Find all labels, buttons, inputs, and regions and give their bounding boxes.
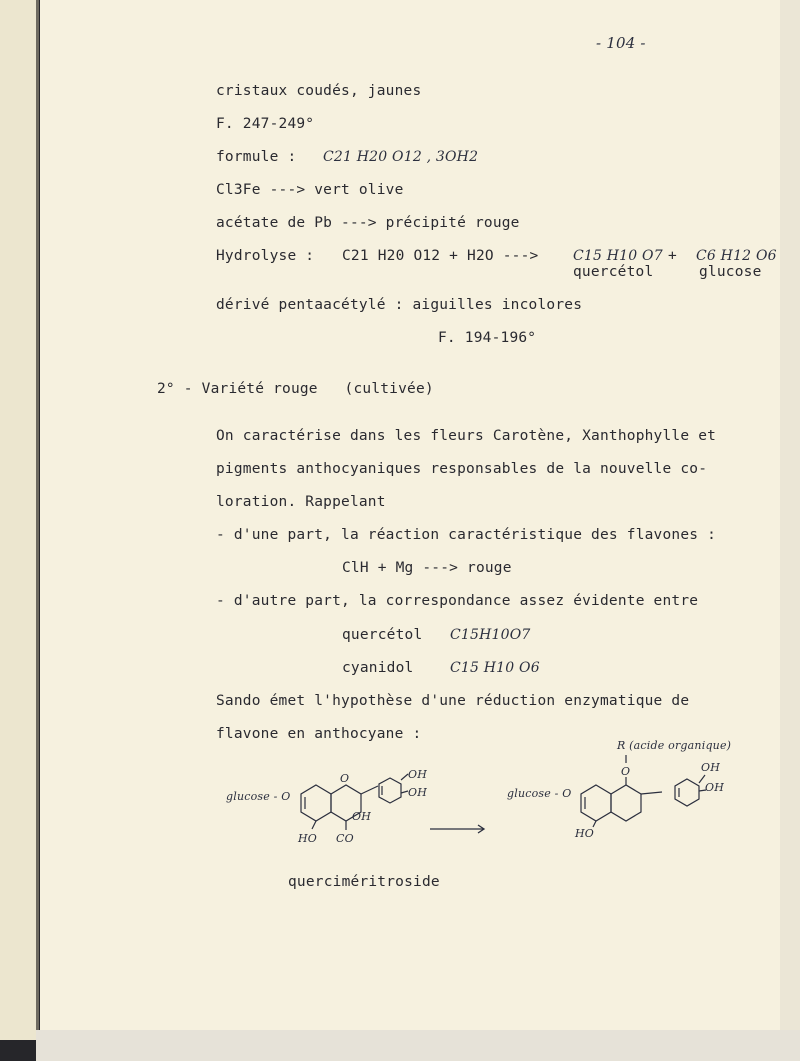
text-line-1: cristaux coudés, jaunes — [216, 83, 422, 99]
hydrolyse-reactants: C21 H20 O12 + H2O ---> — [342, 248, 539, 264]
formule-label: formule : — [216, 149, 297, 165]
oh-mid-right: OH — [705, 781, 725, 794]
quercetol-line-label: quercétol — [342, 627, 423, 643]
co-left: CO — [336, 832, 354, 845]
text-line-2: F. 247-249° — [216, 116, 315, 132]
text-line-18: Sando émet l'hypothèse d'une réduction enzymatique de — [216, 693, 690, 709]
page-number: - 104 - — [596, 34, 646, 52]
glucose-o-right: glucose - O — [507, 787, 572, 800]
hydrolyse-label: Hydrolyse : — [216, 248, 315, 264]
glucose-o-left: glucose - O — [226, 790, 291, 803]
text-line-11: pigments anthocyaniques responsables de la nouvelle co- — [216, 461, 708, 477]
hydrolyse-product-1: C15 H10 O7 — [573, 248, 663, 264]
text-line-15: - d'autre part, la correspondance assez évidente entre — [216, 593, 699, 609]
oh-mid-left: OH — [408, 786, 428, 799]
formule-formula: C21 H20 O12 , 3OH2 — [323, 149, 479, 165]
cyanidol-line-label: cyanidol — [342, 660, 414, 676]
text-line-12: loration. Rappelant — [216, 494, 386, 510]
text-line-19: flavone en anthocyane : — [216, 726, 422, 742]
ring-o-right: O — [621, 765, 631, 778]
text-line-14: ClH + Mg ---> rouge — [342, 560, 512, 576]
text-line-5: acétate de Pb ---> précipité rouge — [216, 215, 520, 231]
oh-top-left: OH — [408, 768, 428, 781]
oh-ring-left: OH — [352, 810, 372, 823]
cyanidol-formula: C15 H10 O6 — [450, 660, 540, 676]
facing-page-edge — [0, 0, 38, 1040]
r-group-right: R (acide organique) — [617, 739, 732, 752]
page-edge-bottom — [36, 1030, 800, 1061]
ho-left: HO — [298, 832, 318, 845]
oh-top-right: OH — [701, 761, 721, 774]
flavone-structure — [220, 760, 470, 850]
page-edge-right — [780, 0, 800, 1030]
hydrolyse-product-2: C6 H12 O6 — [696, 248, 777, 264]
section-heading: 2° - Variété rouge (cultivée) — [157, 381, 434, 397]
text-line-7: dérivé pentaacétylé : aiguilles incolores — [216, 297, 583, 313]
text-line-4: Cl3Fe ---> vert olive — [216, 182, 404, 198]
quercetol-label: quercétol — [573, 264, 654, 280]
text-line-10: On caractérise dans les fleurs Carotène, Xanthophylle et — [216, 428, 717, 444]
text-line-13: - d'une part, la réaction caractéristique des flavones : — [216, 527, 717, 543]
document-page — [40, 0, 780, 1030]
glucose-label: glucose — [699, 264, 762, 280]
quercetol-formula: C15H10O7 — [450, 627, 531, 643]
text-line-20: querciméritroside — [288, 874, 440, 890]
anthocyanin-structure — [465, 735, 765, 845]
ho-right: HO — [575, 827, 595, 840]
ring-o-left: O — [340, 772, 350, 785]
text-line-8: F. 194-196° — [438, 330, 537, 346]
hydrolyse-plus: + — [668, 248, 677, 264]
